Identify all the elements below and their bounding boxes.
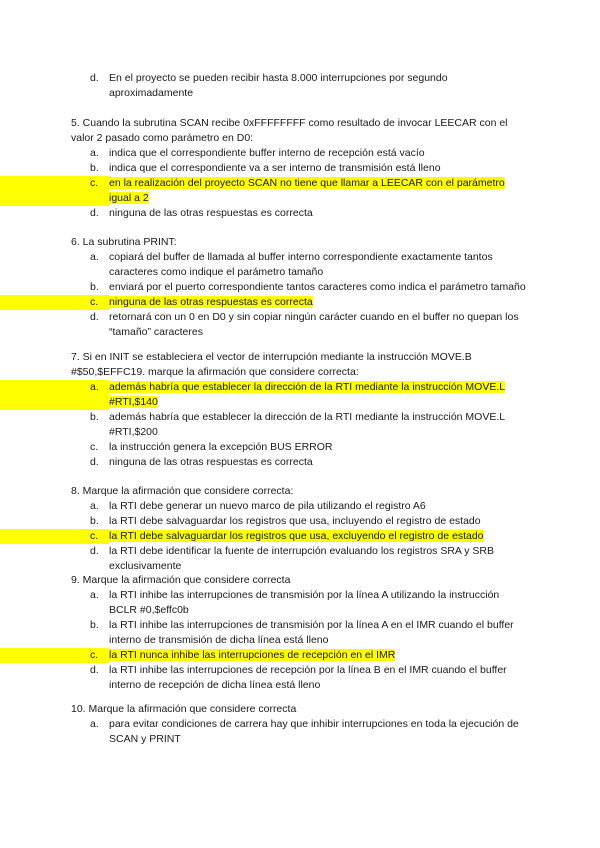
option-text: ninguna de las otras respuestas es correcta (109, 456, 313, 468)
question-4-tail (0, 71, 600, 101)
option-letter: d. (90, 207, 99, 219)
option-letter: d. (90, 545, 99, 557)
question-stem: 5. Cuando la subrutina SCAN recibe 0xFFFFFFFF como resultado de invocar LEECAR con el valor 2 pasado como parámetro en D0: (71, 117, 508, 144)
option-letter: a. (0, 380, 109, 410)
option-letter: d. (90, 456, 99, 468)
option-text: ninguna de las otras respuestas es correcta (109, 207, 313, 219)
question-9 (0, 573, 600, 693)
q6-option-d (0, 310, 600, 340)
q5-option-c (0, 176, 600, 206)
option-text: copiará del buffer de llamada al buffer interno correspondiente exactamente tantos caracteres como indique el parámetro tamaño (109, 251, 493, 278)
option-text: la RTI debe salvaguardar los registros que usa, incluyendo el registro de estado (109, 515, 481, 527)
option-letter: a. (90, 500, 99, 512)
option-letter: b. (90, 619, 99, 631)
question-stem: 7. Si en INIT se estableciera el vector de interrupción mediante la instrucción MOVE.B #$50,$EFFC19. marque la afirmación que considere correcta: (71, 351, 472, 378)
question-stem: 9. Marque la afirmación que considere correcta (71, 574, 291, 586)
option-letter: c. (0, 529, 109, 544)
q9-option-b (0, 618, 600, 648)
q9-option-a (0, 588, 600, 618)
q6-option-b (0, 280, 600, 295)
question-6 (0, 235, 600, 340)
option-letter: a. (90, 589, 99, 601)
option-text: para evitar condiciones de carrera hay que inhibir interrupciones en toda la ejecución de SCAN y PRINT (109, 718, 519, 745)
option-text: la instrucción genera la excepción BUS ERROR (109, 441, 333, 453)
option-text: la RTI inhibe las interrupciones de transmisión por la línea A utilizando la instrucción BCLR #0,$effc0b (109, 589, 500, 616)
question-5 (0, 116, 600, 221)
q6-option-a (0, 250, 600, 280)
q5-option-a (0, 146, 600, 161)
option-letter: d. (90, 664, 99, 676)
q8-option-b (0, 514, 600, 529)
q7-option-d (0, 455, 600, 470)
option-text: indica que el correspondiente buffer interno de recepción está vacío (109, 147, 425, 159)
q8-option-d (0, 544, 600, 574)
question-7 (0, 350, 600, 470)
question-8 (0, 484, 600, 574)
question-10 (0, 702, 600, 747)
q7-option-c (0, 440, 600, 455)
option-letter: c. (90, 441, 99, 453)
question-stem: 6. La subrutina PRINT: (71, 236, 177, 248)
option-letter: d. (90, 311, 99, 323)
question-stem: 8. Marque la afirmación que considere correcta: (71, 485, 294, 497)
question-stem: 10. Marque la afirmación que considere correcta (71, 703, 297, 715)
option-text: la RTI inhibe las interrupciones de transmisión por la línea A en el IMR cuando el buffer interno de transmisión de dicha línea está lleno (109, 619, 514, 646)
option-letter: a. (90, 251, 99, 263)
q4-option-d (0, 71, 600, 101)
option-text-highlighted: ninguna de las otras respuestas es correcta (109, 296, 313, 308)
option-letter: a. (90, 147, 99, 159)
option-letter: b. (90, 411, 99, 423)
q9-option-c (0, 648, 600, 663)
option-text: enviará por el puerto correspondiente tantos caracteres como indica el parámetro tamaño (109, 281, 526, 293)
option-text: además habría que establecer la dirección de la RTI mediante la instrucción MOVE.L #RTI,$200 (109, 411, 505, 438)
option-letter: d. (90, 72, 99, 84)
q8-option-a (0, 499, 600, 514)
option-letter: c. (0, 648, 109, 663)
option-letter: b. (90, 515, 99, 527)
option-letter: c. (0, 295, 109, 310)
option-letter: b. (90, 281, 99, 293)
option-text: la RTI debe generar un nuevo marco de pila utilizando el registro A6 (109, 500, 426, 512)
q5-option-d (0, 206, 600, 221)
q8-option-c (0, 529, 600, 544)
option-letter: c. (0, 176, 109, 206)
option-text-highlighted: la RTI nunca inhibe las interrupciones de recepción en el IMR (109, 649, 396, 661)
option-text: la RTI debe identificar la fuente de interrupción evaluando los registros SRA y SRB exclusivamente (109, 545, 495, 572)
q5-option-b (0, 161, 600, 176)
option-text-highlighted: en la realización del proyecto SCAN no tiene que llamar a LEECAR con el parámetro igual a 2 (109, 177, 505, 204)
option-text: la RTI inhibe las interrupciones de recepción por la línea B en el IMR cuando el buffer interno de recepción de dicha línea está lleno (109, 664, 507, 691)
option-text-highlighted: además habría que establecer la dirección de la RTI mediante la instrucción MOVE.L #RTI,$140 (109, 381, 506, 408)
q7-option-b (0, 410, 600, 440)
q10-option-a (0, 717, 600, 747)
option-text: En el proyecto se pueden recibir hasta 8.000 interrupciones por segundo aproximadamente (109, 72, 448, 99)
option-letter: a. (90, 718, 99, 730)
option-text-highlighted: la RTI debe salvaguardar los registros que usa, excluyendo el registro de estado (109, 530, 484, 542)
q6-option-c (0, 295, 600, 310)
option-text: indica que el correspondiente va a ser interno de transmisión está lleno (109, 162, 441, 174)
q9-option-d (0, 663, 600, 693)
option-letter: b. (90, 162, 99, 174)
option-text: retornará con un 0 en D0 y sin copiar ningún carácter cuando en el buffer no quepan los “tamaño” caracteres (109, 311, 519, 338)
q7-option-a (0, 380, 600, 410)
